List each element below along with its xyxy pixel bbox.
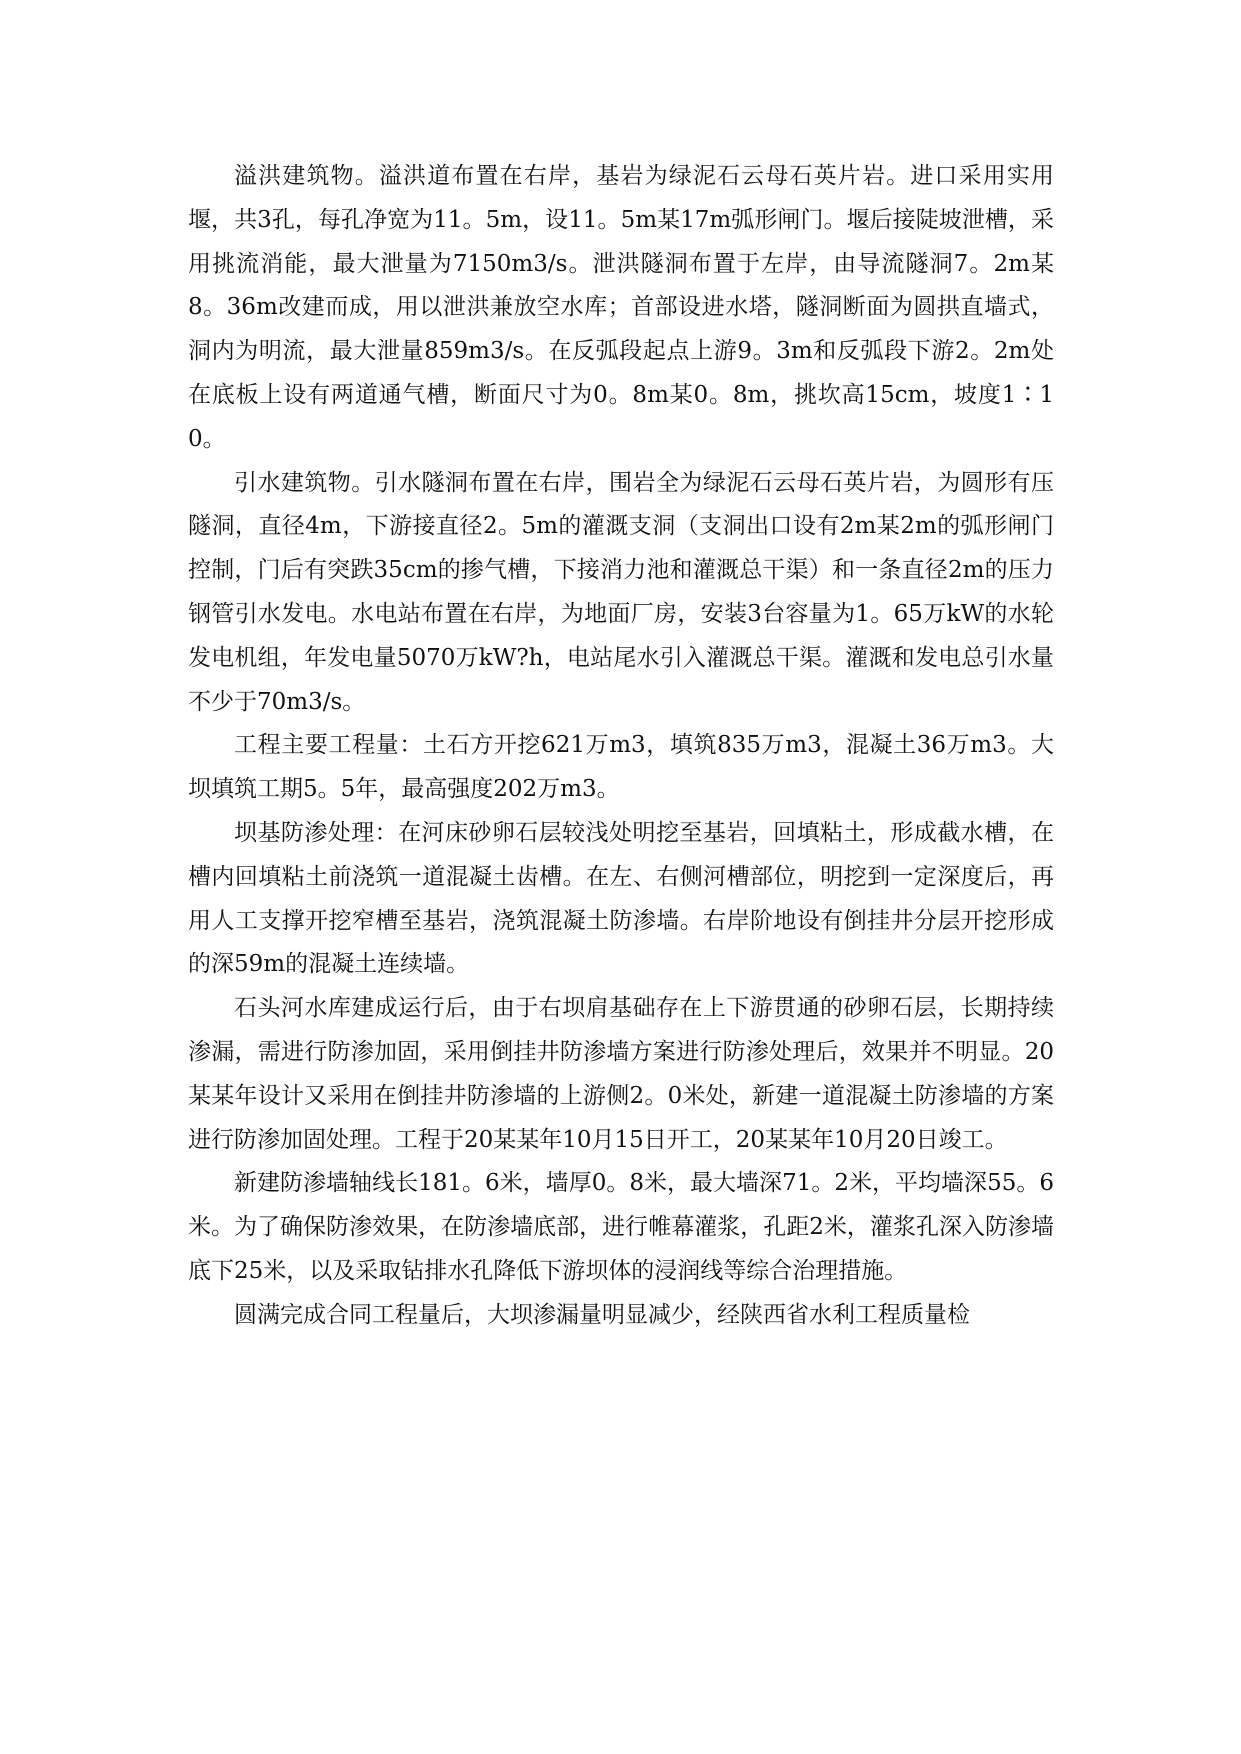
paragraph-new-cutoff-wall: 新建防渗墙轴线长181。6米，墙厚0。8米，最大墙深71。2米，平均墙深55。6米。为了确保防渗效果，在防渗墙底部，进行帷幕灌浆，孔距2米，灌浆孔深入防渗墙底下25米，以及采取钻排水孔降低下游坝体的浸润线等综合治理措施。 [188, 1170, 1054, 1284]
paragraph-quantities: 工程主要工程量：土石方开挖621万m3，填筑835万m3，混凝土36万m3。大坝填筑工期5。5年，最高强度202万m3。 [188, 732, 1054, 803]
document-body [188, 155, 1054, 1338]
paragraph-completion: 圆满完成合同工程量后，大坝渗漏量明显减少，经陕西省水利工程质量检 [234, 1301, 970, 1328]
paragraph-foundation-seepage: 坝基防渗处理：在河床砂卵石层较浅处明挖至基岩，回填粘土，形成截水槽，在槽内回填粘土前浇筑一道混凝土齿槽。在左、右侧河槽部位，明挖到一定深度后，再用人工支撑开挖窄槽至基岩，浇筑混凝土防渗墙。右岸阶地设有倒挂井分层开挖形成的深59m的混凝土连续墙。 [188, 819, 1054, 978]
paragraph-reinforcement: 石头河水库建成运行后，由于右坝肩基础存在上下游贯通的砂卵石层，长期持续渗漏，需进行防渗加固，采用倒挂井防渗墙方案进行防渗处理后，效果并不明显。20某某年设计又采用在倒挂井防渗墙的上游侧2。0米处，新建一道混凝土防渗墙的方案进行防渗加固处理。工程于20某某年10月15日开工，20某某年10月20日竣工。 [188, 995, 1054, 1153]
paragraph-diversion: 引水建筑物。引水隧洞布置在右岸，围岩全为绿泥石云母石英片岩，为圆形有压隧洞，直径4m，下游接直径2。5m的灌溉支洞（支洞出口设有2m某2m的弧形闸门控制，门后有突跌35cm的掺气槽，下接消力池和灌溉总干渠）和一条直径2m的压力钢管引水发电。水电站布置在右岸，为地面厂房，安装3台容量为1。65万kW的水轮发电机组，年发电量5070万kW?h，电站尾水引入灌溉总干渠。灌溉和发电总引水量不少于70m3/s。 [188, 469, 1054, 715]
paragraph-spillway: 溢洪建筑物。溢洪道布置在右岸，基岩为绿泥石云母石英片岩。进口采用实用堰，共3孔，每孔净宽为11。5m，设11。5m某17m弧形闸门。堰后接陡坡泄槽，采用挑流消能，最大泄量为7150m3/s。泄洪隧洞布置于左岸，由导流隧洞7。2m某8。36m改建而成，用以泄洪兼放空水库；首部设进水塔，隧洞断面为圆拱直墙式，洞内为明流，最大泄量859m3/s。在反弧段起点上游9。3m和反弧段下游2。2m处在底板上设有两道通气槽，断面尺寸为0。8m某0。8m，挑坎高15cm，坡度1∶10。 [188, 163, 1054, 452]
